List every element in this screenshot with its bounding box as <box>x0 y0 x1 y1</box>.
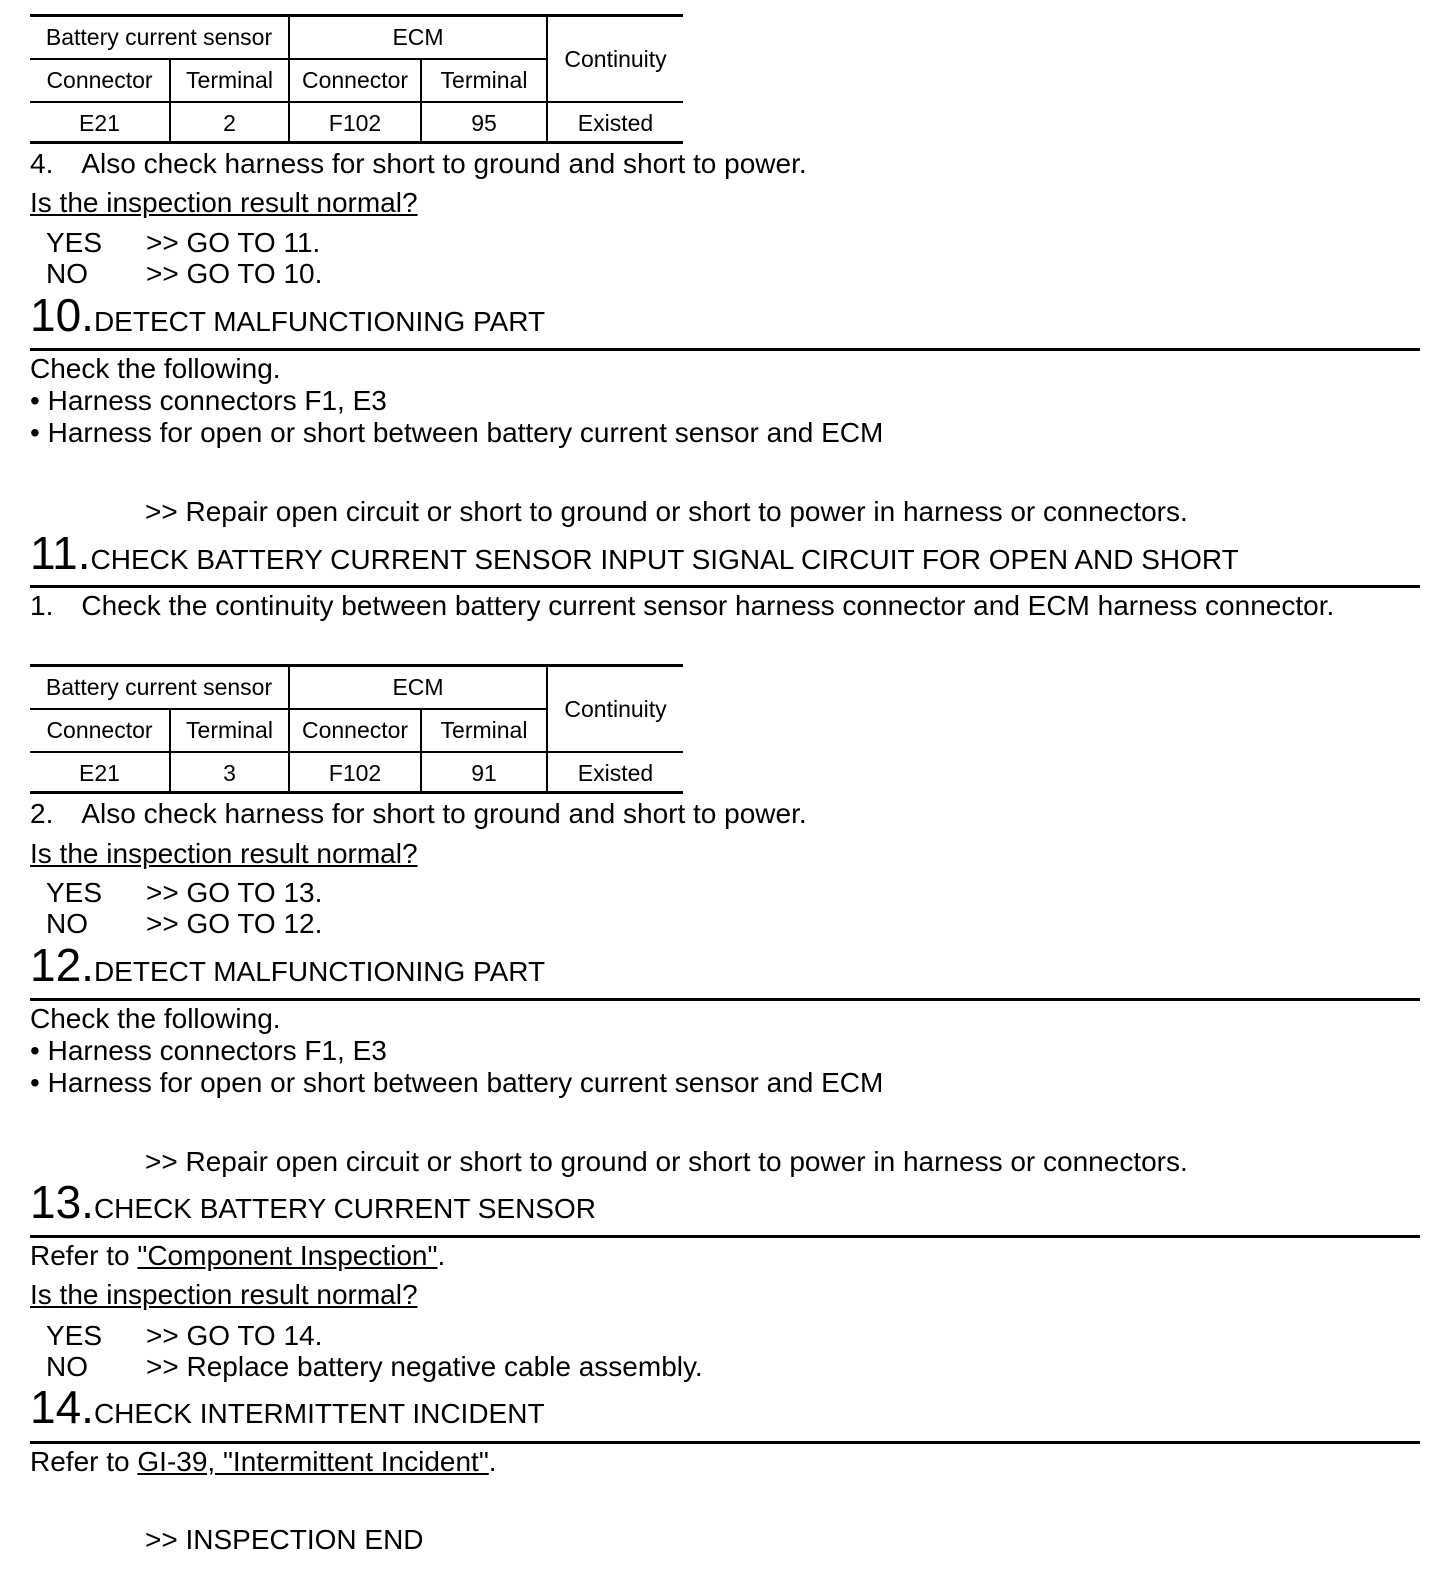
table-header-continuity: Continuity <box>547 17 683 102</box>
table-cell: F102 <box>289 102 421 143</box>
section-header-11 <box>30 527 1420 579</box>
yes-result <box>46 1320 322 1352</box>
yes-result <box>46 877 322 909</box>
no-label: NO <box>46 1351 88 1382</box>
section-number: 10. <box>30 289 94 341</box>
table-subheader: Terminal <box>170 59 289 102</box>
no-label: NO <box>46 908 88 939</box>
no-action: >> GO TO 10. <box>146 258 323 289</box>
table-subheader: Connector <box>30 59 170 102</box>
inspection-end: >> INSPECTION END <box>145 1524 424 1555</box>
list-item: • Harness for open or short between battery current sensor and ECM <box>30 1067 884 1098</box>
refer-line <box>30 1446 497 1478</box>
table-cell: Existed <box>577 109 654 136</box>
table-subheader: Terminal <box>421 709 547 752</box>
yes-action: >> GO TO 14. <box>146 1320 323 1351</box>
section-header-14 <box>30 1381 1420 1433</box>
yes-label: YES <box>46 877 103 908</box>
continuity-table-2 <box>30 667 683 793</box>
section-number: 11. <box>30 527 91 579</box>
list-item: • Harness for open or short between battery current sensor and ECM <box>30 417 884 448</box>
section-rule <box>30 1235 1420 1238</box>
section-number: 14. <box>30 1381 94 1433</box>
list-item-text: Harness connectors F1, E3 <box>47 1035 387 1066</box>
table-subheader: Terminal <box>170 709 289 752</box>
table-row <box>30 752 683 793</box>
no-result <box>46 258 322 290</box>
repair-action: >> Repair open circuit or short to ground or short to power in harness or connectors. <box>145 1146 1188 1177</box>
table-header-ecm: ECM <box>289 667 547 709</box>
section-rule <box>30 348 1420 351</box>
table-subheader: Connector <box>289 709 421 752</box>
table-cell: F102 <box>289 752 421 793</box>
section-title: CHECK BATTERY CURRENT SENSOR <box>93 1193 596 1224</box>
component-inspection-link[interactable]: "Component Inspection" <box>137 1240 438 1271</box>
check-intro: Check the following. <box>30 353 281 384</box>
no-result <box>46 1351 703 1383</box>
list-item-text: Harness for open or short between battery current sensor and ECM <box>47 417 884 448</box>
no-label: NO <box>46 258 88 289</box>
table-cell: 2 <box>170 102 289 143</box>
table-cell: E21 <box>30 102 170 143</box>
refer-suffix: . <box>488 1446 497 1477</box>
section-rule <box>30 585 1420 588</box>
inspection-question: Is the inspection result normal? <box>30 187 418 218</box>
table-cell: 95 <box>421 102 547 143</box>
step-text: 1. Check the continuity between battery current sensor harness connector and ECM harness connector. <box>30 590 1335 621</box>
section-rule <box>30 1441 1420 1444</box>
list-item-text: Harness connectors F1, E3 <box>47 385 387 416</box>
table-cell: E21 <box>30 752 170 793</box>
table-cell: 3 <box>170 752 289 793</box>
inspection-question: Is the inspection result normal? <box>30 838 418 869</box>
list-item-text: Harness for open or short between battery current sensor and ECM <box>47 1067 884 1098</box>
section-title: DETECT MALFUNCTIONING PART <box>93 956 546 987</box>
section-rule <box>30 998 1420 1001</box>
no-action: >> GO TO 12. <box>146 908 323 939</box>
refer-prefix: Refer to <box>30 1240 138 1271</box>
repair-action: >> Repair open circuit or short to ground or short to power in harness or connectors. <box>145 496 1188 527</box>
inspection-question: Is the inspection result normal? <box>30 1279 418 1310</box>
table-cell: Existed <box>577 759 654 786</box>
intermittent-incident-link[interactable]: GI-39, "Intermittent Incident" <box>137 1446 489 1477</box>
section-title: CHECK BATTERY CURRENT SENSOR INPUT SIGNAL CIRCUIT FOR OPEN AND SHORT <box>90 544 1239 575</box>
yes-action: >> GO TO 11. <box>146 227 321 258</box>
table-header-battery-current-sensor: Battery current sensor <box>30 667 289 709</box>
table-row <box>30 102 683 143</box>
yes-result <box>46 227 320 259</box>
section-header-12 <box>30 939 1420 991</box>
no-result <box>46 908 322 940</box>
list-item: • Harness connectors F1, E3 <box>30 1035 387 1066</box>
table-subheader: Connector <box>289 59 421 102</box>
table-header-battery-current-sensor: Battery current sensor <box>30 17 289 59</box>
section-number: 13. <box>30 1176 94 1228</box>
refer-prefix: Refer to <box>30 1446 138 1477</box>
step-text: 2. Also check harness for short to ground and short to power. <box>30 798 807 829</box>
refer-line <box>30 1240 445 1272</box>
section-title: CHECK INTERMITTENT INCIDENT <box>93 1398 545 1429</box>
table-subheader: Terminal <box>421 59 547 102</box>
step-text: 4. Also check harness for short to ground and short to power. <box>30 148 807 179</box>
section-header-13 <box>30 1176 1420 1228</box>
list-item: • Harness connectors F1, E3 <box>30 385 387 416</box>
section-header-10 <box>30 289 1420 341</box>
table-subheader: Connector <box>30 709 170 752</box>
section-number: 12. <box>30 939 94 991</box>
section-title: DETECT MALFUNCTIONING PART <box>93 306 546 337</box>
refer-suffix: . <box>437 1240 446 1271</box>
no-action: >> Replace battery negative cable assembly. <box>146 1351 703 1382</box>
yes-action: >> GO TO 13. <box>146 877 323 908</box>
table-bottom-rule <box>30 141 683 144</box>
check-intro: Check the following. <box>30 1003 281 1034</box>
yes-label: YES <box>46 227 103 258</box>
table-header-continuity: Continuity <box>547 667 683 752</box>
table-cell: 91 <box>421 752 547 793</box>
yes-label: YES <box>46 1320 103 1351</box>
table-header-ecm: ECM <box>289 17 547 59</box>
table-bottom-rule <box>30 791 683 794</box>
continuity-table-1 <box>30 17 683 143</box>
